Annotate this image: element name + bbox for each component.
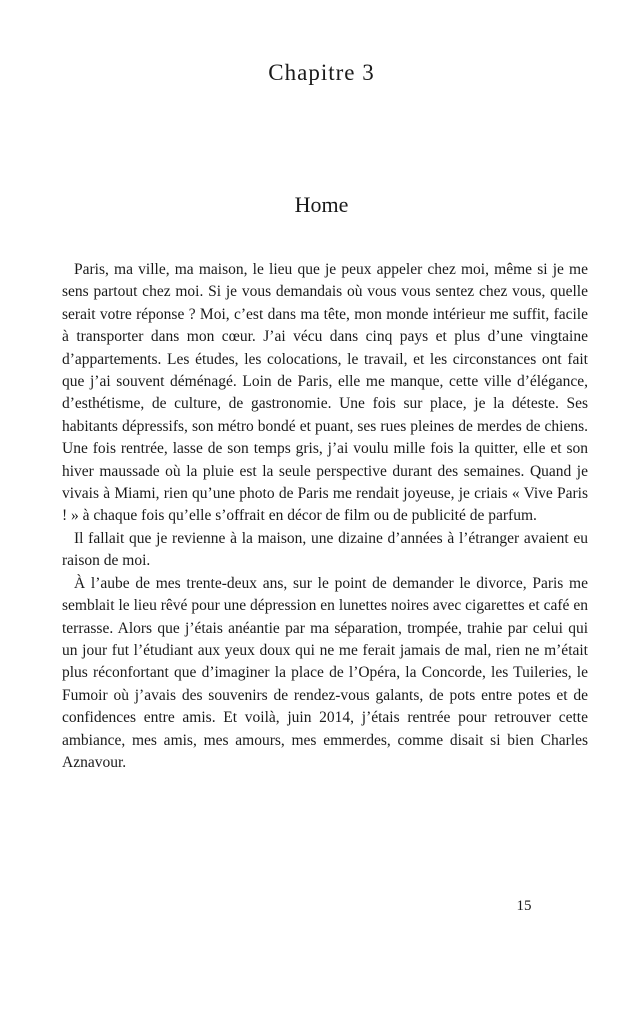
paragraph: Paris, ma ville, ma maison, le lieu que je peux appeler chez moi, même si je me sens partout chez moi. Si je vous demandais où vous vous sentez chez vous, quelle serait votre réponse ? Moi, c’est dans ma tête, mon monde intérieur me suffit, facile à transporter dans mon cœur. J’ai vécu dans cinq pays et plus d’une vingtaine d’appartements. Les études, les colocations, le travail, et les circonstances ont fait que j’ai souvent déménagé. Loin de Paris, elle me manque, cette ville d’élégance, d’esthétisme, de culture, de gastronomie. Une fois sur place, je la déteste. Ses habitants dépressifs, son métro bondé et puant, ses rues pleines de merdes de chiens. Une fois rentrée, lasse de son temps gris, j’ai voulu mille fois la quitter, elle et son hiver maussade où la pluie est la seule perspective durant des semaines. Quand je vivais à Miami, rien qu’une photo de Paris me rendait joyeuse, je criais « Vive Paris ! » à chaque fois qu’elle s’offrait en décor de film ou de publicité de parfum. bbox=[62, 261, 588, 525]
body-text bbox=[62, 259, 588, 774]
paragraph: Il fallait que je revienne à la maison, une dizaine d’années à l’étranger avaient eu raison de moi. bbox=[62, 529, 588, 570]
chapter-heading: Chapitre 3 bbox=[268, 60, 375, 85]
paragraph: À l’aube de mes trente-deux ans, sur le point de demander le divorce, Paris me semblait le lieu rêvé pour une dépression en lunettes noires avec cigarettes et café en terrasse. Alors que j’étais anéantie par ma séparation, trompée, trahie par celui qui un jour fut l’étudiant aux yeux doux qui ne me ferait jamais de mal, rien ne m’était plus réconfortant que d’imaginer la place de l’Opéra, la Concorde, les Tuileries, le Fumoir où j’avais des souvenirs de rendez-vous galants, de pots entre potes et de confidences entre amis. Et voilà, juin 2014, j’étais rentrée pour retrouver cette ambiance, mes amis, mes amours, mes emmerdes, comme disait si bien Charles Aznavour. bbox=[62, 574, 588, 771]
section-title: Home bbox=[294, 192, 349, 217]
page-number: 15 bbox=[516, 898, 532, 914]
